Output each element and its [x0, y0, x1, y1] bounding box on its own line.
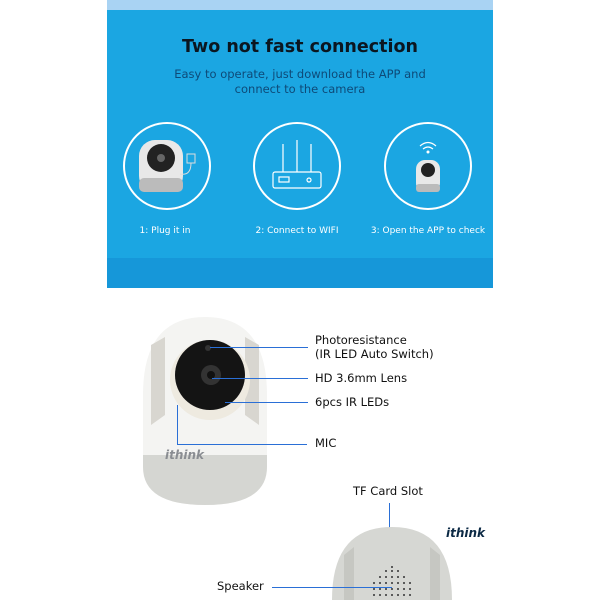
- ir-leds-label: 6pcs IR LEDs: [315, 395, 390, 409]
- step-1-label: 1: Plug it in: [139, 226, 191, 236]
- lens-label: HD 3.6mm Lens: [315, 371, 408, 385]
- photoresistance-callout-line: [210, 347, 308, 348]
- speaker-label: Speaker: [217, 579, 264, 593]
- mic-callout-line: [177, 444, 307, 445]
- step-2-label: 2: Connect to WIFI: [255, 226, 339, 236]
- wifi-step-circle: [253, 122, 341, 210]
- lens-callout-line: [212, 378, 308, 379]
- camera-front-image: [135, 315, 275, 510]
- mic-callout-line-vertical: [177, 405, 178, 445]
- photoresistance-line-2: (IR LED Auto Switch): [315, 347, 434, 361]
- panel-subtitle: [107, 67, 493, 97]
- ir-leds-callout-line: [225, 402, 308, 403]
- tf-card-callout-line: [389, 503, 390, 528]
- camera-wifi-icon: [386, 124, 470, 208]
- tf-card-slot-label: TF Card Slot: [353, 484, 423, 498]
- photoresistance-label: [315, 333, 434, 361]
- panel-title: Two not fast connection: [182, 37, 418, 57]
- step-3-label: 3: Open the APP to check: [370, 226, 486, 236]
- mic-label: MIC: [315, 436, 337, 450]
- photoresistance-line-1: Photoresistance: [315, 333, 407, 347]
- subtitle-line-2: connect to the camera: [234, 82, 366, 96]
- product-specifications-link[interactable]: Product specifications ›: [118, 523, 293, 541]
- speaker-callout-line: [272, 587, 392, 588]
- top-strip: [107, 0, 493, 10]
- brand-logo: ithink: [445, 526, 485, 540]
- camera-plug-icon: [125, 124, 209, 208]
- camera-brand-mark: ithink: [165, 448, 205, 462]
- router-icon: [255, 124, 339, 208]
- plug-step-circle: [123, 122, 211, 210]
- subtitle-line-1: Easy to operate, just download the APP and: [174, 67, 426, 81]
- app-step-circle: [384, 122, 472, 210]
- camera-back-image: [330, 527, 455, 600]
